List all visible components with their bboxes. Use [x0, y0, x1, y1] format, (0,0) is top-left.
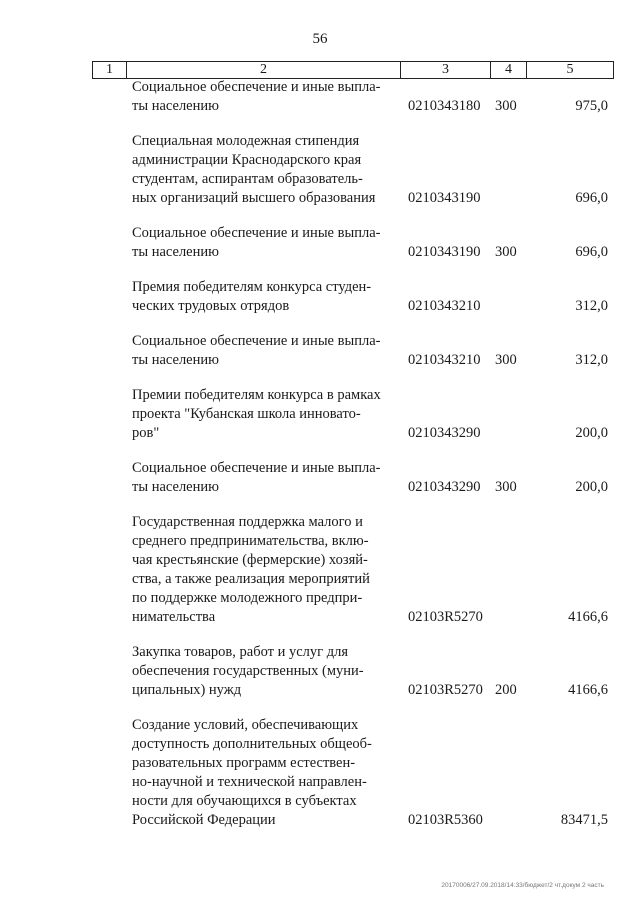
row-amount: 696,0	[575, 244, 608, 260]
table-row	[0, 716, 640, 830]
row-code: 0210343190	[408, 190, 481, 206]
table-row	[0, 132, 640, 208]
header-col-4: 4	[491, 62, 527, 78]
table-row	[0, 278, 640, 316]
row-description: Социальное обеспечение и иные выпла- ты населению	[132, 225, 381, 260]
header-col-3: 3	[401, 62, 491, 78]
header-col-1: 1	[93, 62, 127, 78]
table-row	[0, 459, 640, 497]
row-amount: 4166,6	[568, 609, 608, 625]
row-type: 200	[495, 682, 517, 698]
table-body	[0, 78, 640, 830]
table-row	[0, 224, 640, 262]
row-amount: 696,0	[575, 190, 608, 206]
header-col-2: 2	[127, 62, 401, 78]
row-code: 0210343210	[408, 352, 481, 368]
row-description: Премия победителям конкурса студен- ческих трудовых отрядов	[132, 279, 372, 314]
row-amount: 83471,5	[560, 812, 608, 828]
row-description: Социальное обеспечение и иные выпла- ты населению	[132, 79, 381, 114]
table-row	[0, 643, 640, 700]
table-row	[0, 386, 640, 443]
row-description: Социальное обеспечение и иные выпла- ты населению	[132, 460, 381, 495]
row-amount: 312,0	[575, 352, 608, 368]
row-code: 02103R5270	[408, 609, 483, 625]
page-number: 56	[312, 31, 328, 47]
row-type: 300	[495, 479, 517, 495]
row-type: 300	[495, 352, 517, 368]
row-code: 0210343290	[408, 479, 481, 495]
row-code: 0210343190	[408, 244, 481, 260]
row-code: 0210343210	[408, 298, 481, 314]
table-header	[92, 61, 614, 79]
row-amount: 975,0	[575, 98, 608, 114]
row-code: 02103R5270	[408, 682, 483, 698]
row-description: Государственная поддержка малого и среднего предпринимательства, вклю- чая крестьянские (фермерские) хозяй- ства, а также реализация мероприятий по поддержке молодежного предпри- нимательства	[132, 514, 370, 625]
row-amount: 312,0	[575, 298, 608, 314]
row-description: Специальная молодежная стипендия администрации Краснодарского края студентам, аспирантам образователь- ных организаций высшего образования	[132, 133, 376, 206]
row-amount: 4166,6	[568, 682, 608, 698]
row-description: Создание условий, обеспечивающих доступность дополнительных общеоб- разовательных программ естествен- но-научной и технической направлен- ности для обучающихся в субъектах Российской Федерации	[132, 717, 372, 828]
row-description: Премии победителям конкурса в рамках проекта "Кубанская школа инновато- ров"	[132, 387, 381, 441]
row-description: Социальное обеспечение и иные выпла- ты населению	[132, 333, 381, 368]
row-code: 0210343290	[408, 425, 481, 441]
row-description: Закупка товаров, работ и услуг для обеспечения государственных (муни- ципальных) нужд	[132, 644, 364, 698]
table-row	[0, 513, 640, 627]
row-type: 300	[495, 98, 517, 114]
table-row	[0, 332, 640, 370]
row-type: 300	[495, 244, 517, 260]
table-row	[0, 78, 640, 116]
row-amount: 200,0	[575, 479, 608, 495]
footer-stamp: 20170006/27.09.2018/14:33/бюджет/2 чт.докум 2 часть	[441, 882, 604, 889]
row-code: 0210343180	[408, 98, 481, 114]
row-amount: 200,0	[575, 425, 608, 441]
header-col-5: 5	[566, 62, 574, 77]
row-code: 02103R5360	[408, 812, 483, 828]
